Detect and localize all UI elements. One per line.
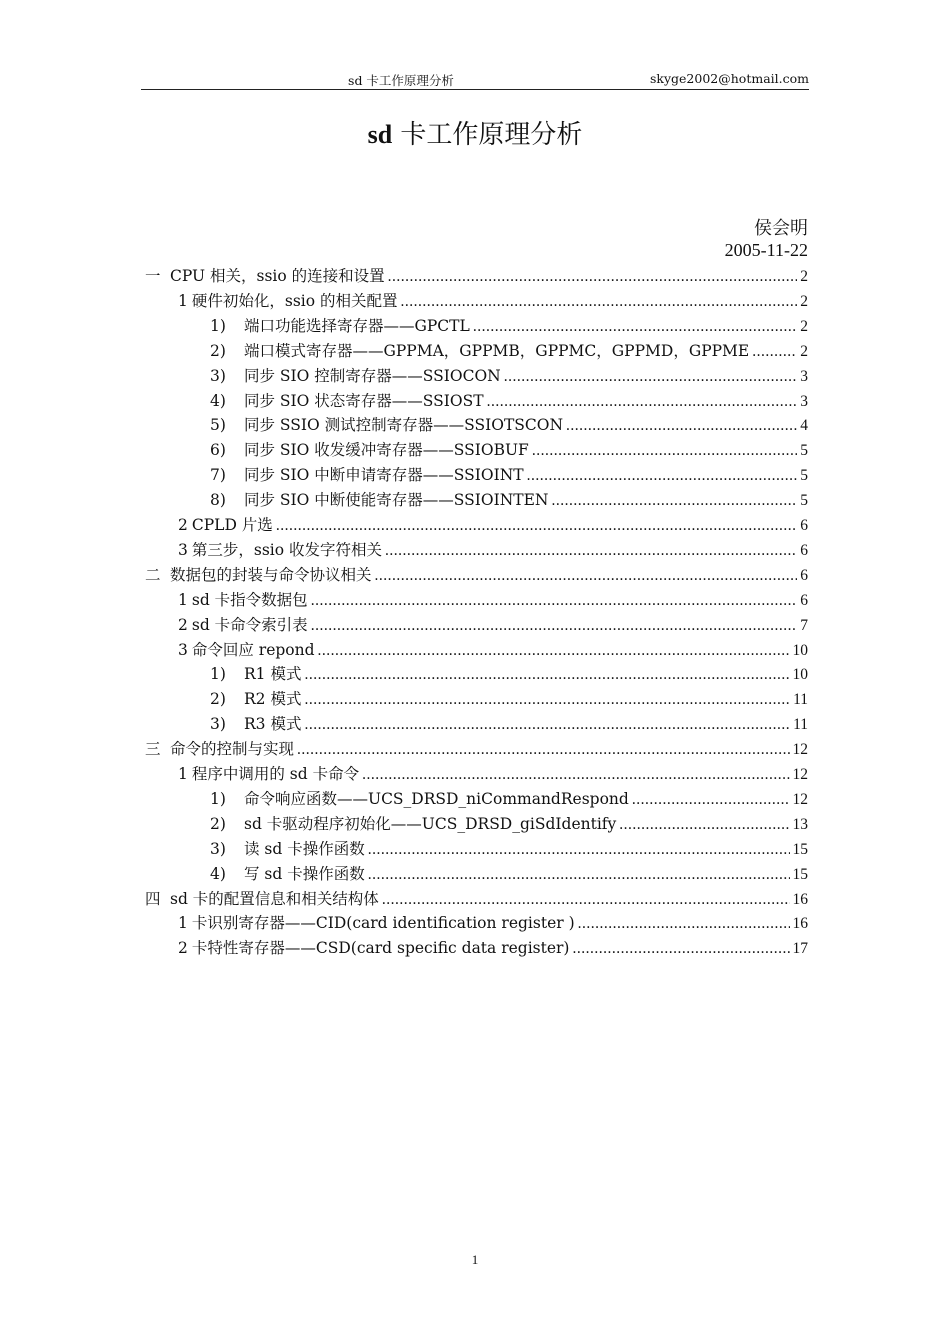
toc-dot-leader — [368, 840, 790, 860]
toc-entry-title: 端口模式寄存器——GPPMA，GPPMB，GPPMC，GPPMD，GPPME — [244, 341, 750, 360]
toc-entry-number: 2) — [210, 341, 226, 360]
toc-entry-page: 6 — [800, 591, 808, 609]
toc-entry-page: 13 — [792, 815, 808, 833]
toc-entry-page: 6 — [800, 517, 808, 534]
toc-entry-number: 四 — [145, 889, 161, 908]
header-email: skyge2002@hotmail.com — [649, 71, 809, 86]
toc-dot-leader — [304, 715, 790, 735]
toc-entry-title: 同步 SIO 收发缓冲寄存器——SSIOBUF — [244, 441, 529, 460]
toc-entry[interactable] — [210, 490, 808, 510]
toc-entry-page: 7 — [800, 616, 808, 634]
toc-entry-page: 2 — [800, 268, 808, 285]
toc-entry[interactable] — [178, 938, 808, 958]
toc-entry-title: 同步 SIO 中断使能寄存器——SSIOINTEN — [244, 491, 549, 510]
toc-entry[interactable] — [145, 739, 808, 759]
toc-entry-page: 6 — [800, 566, 808, 584]
toc-entry-number: 2) — [210, 814, 226, 833]
toc-entry-page: 5 — [800, 492, 808, 510]
toc-dot-leader — [304, 665, 789, 685]
toc-entry-title: sd 卡命令索引表 — [191, 615, 308, 634]
toc-entry-title: 程序中调用的 sd 卡命令 — [191, 765, 360, 783]
document-date: 2005-11-22 — [724, 240, 808, 260]
toc-entry-number: 1) — [210, 316, 226, 335]
toc-entry-page: 15 — [792, 840, 808, 858]
toc-entry[interactable] — [210, 864, 808, 884]
toc-dot-leader — [362, 765, 789, 785]
toc-entry-page: 2 — [800, 292, 808, 310]
toc-entry-number: 2 — [178, 939, 188, 958]
document-title-bold: sd — [367, 120, 393, 149]
toc-dot-leader — [619, 815, 789, 835]
toc-entry-title: sd 卡驱动程序初始化——UCS_DRSD_giSdIdentify — [244, 814, 617, 833]
toc-entry-title: 数据包的封装与命令协议相关 — [170, 565, 372, 584]
toc-entry-page: 16 — [792, 915, 808, 933]
toc-entry-page: 6 — [800, 541, 808, 559]
toc-dot-leader — [527, 466, 798, 486]
toc-entry-page: 15 — [792, 865, 808, 883]
toc-entry[interactable] — [178, 515, 808, 535]
toc-entry-number: 1 — [178, 291, 188, 310]
toc-entry-page: 4 — [800, 417, 808, 435]
toc-entry[interactable] — [210, 689, 808, 709]
toc-entry-title: sd 卡的配置信息和相关结构体 — [170, 889, 379, 908]
toc-entry-title: sd 卡指令数据包 — [191, 590, 308, 609]
toc-entry[interactable] — [210, 316, 808, 336]
toc-entry[interactable] — [178, 291, 808, 311]
toc-dot-leader — [311, 591, 798, 611]
toc-entry[interactable] — [210, 341, 808, 361]
toc-entry[interactable] — [210, 664, 808, 684]
toc-entry[interactable] — [178, 590, 808, 610]
toc-dot-leader — [276, 516, 797, 536]
toc-entry-number: 3 — [178, 640, 188, 659]
toc-entry[interactable] — [178, 913, 808, 933]
toc-entry-page: 3 — [800, 367, 808, 385]
toc-entry-title: 命令响应函数——UCS_DRSD_niCommandRespond — [244, 789, 629, 808]
toc-dot-leader — [318, 641, 790, 661]
page-header — [141, 70, 809, 90]
toc-entry-number: 1 — [178, 765, 188, 783]
toc-dot-leader — [752, 342, 797, 362]
toc-dot-leader — [632, 790, 790, 810]
toc-dot-leader — [368, 865, 790, 885]
toc-entry-title: 命令回应 repond — [191, 640, 315, 659]
toc-entry[interactable] — [210, 814, 808, 834]
toc-entry-number: 1 — [178, 914, 188, 933]
toc-entry-page: 10 — [792, 666, 808, 684]
toc-entry-page: 2 — [800, 317, 808, 335]
toc-entry-title: 卡特性寄存器——CSD(card specific data register) — [191, 939, 570, 958]
toc-entry[interactable] — [178, 615, 808, 635]
toc-entry[interactable] — [210, 789, 808, 809]
toc-entry-title: CPLD 片选 — [191, 516, 273, 534]
toc-entry[interactable] — [145, 565, 808, 585]
toc-entry[interactable] — [178, 640, 808, 660]
toc-dot-leader — [487, 392, 798, 412]
toc-entry-page: 5 — [800, 467, 808, 485]
toc-entry[interactable] — [210, 440, 808, 460]
toc-dot-leader — [572, 939, 789, 959]
toc-entry-number: 二 — [145, 565, 161, 584]
toc-entry[interactable] — [210, 415, 808, 435]
toc-entry-number: 3 — [178, 540, 188, 559]
toc-entry-number: 3) — [210, 839, 226, 858]
toc-entry-page: 11 — [793, 691, 808, 709]
toc-entry-number: 3) — [210, 715, 226, 734]
toc-entry-title: 同步 SIO 状态寄存器——SSIOST — [244, 391, 484, 410]
toc-entry-number: 1) — [210, 665, 226, 684]
toc-entry-number: 3) — [210, 366, 226, 385]
toc-entry-number: 5) — [210, 416, 226, 435]
toc-entry-title: CPU 相关，ssio 的连接和设置 — [170, 267, 385, 285]
toc-entry-page: 2 — [800, 342, 808, 360]
toc-dot-leader — [311, 616, 798, 636]
toc-entry-title: R1 模式 — [244, 665, 302, 684]
toc-entry-title: 命令的控制与实现 — [170, 740, 295, 759]
toc-entry-title: R2 模式 — [244, 690, 302, 709]
toc-entry-title: 同步 SIO 中断申请寄存器——SSIOINT — [244, 466, 524, 485]
toc-entry-page: 12 — [792, 741, 808, 759]
toc-entry-number: 一 — [145, 267, 161, 285]
toc-entry-title: 同步 SSIO 测试控制寄存器——SSIOTSCON — [244, 416, 564, 435]
toc-entry[interactable] — [210, 366, 808, 386]
toc-entry-page: 16 — [792, 890, 808, 908]
toc-entry[interactable] — [210, 714, 808, 734]
toc-entry-title: 硬件初始化，ssio 的相关配置 — [191, 291, 398, 310]
document-title — [0, 114, 950, 151]
toc-entry-title: 卡识别寄存器——CID(card identification register ) — [191, 914, 575, 933]
author-name: 侯会明 — [754, 218, 808, 239]
toc-dot-leader — [385, 541, 797, 561]
toc-dot-leader — [566, 416, 797, 436]
toc-dot-leader — [473, 317, 797, 337]
toc-entry[interactable] — [145, 889, 808, 909]
toc-dot-leader — [304, 690, 790, 710]
toc-entry-number: 7) — [210, 466, 226, 485]
toc-entry-title: 端口功能选择寄存器——GPCTL — [244, 316, 470, 335]
toc-entry[interactable] — [210, 391, 808, 411]
toc-entry-number: 2 — [178, 516, 188, 534]
toc-entry-number: 6) — [210, 441, 226, 460]
toc-entry-page: 11 — [793, 716, 808, 734]
toc-entry-number: 4) — [210, 864, 226, 883]
toc-entry-number: 三 — [145, 740, 161, 759]
toc-entry-page: 5 — [800, 442, 808, 460]
toc-entry[interactable] — [210, 839, 808, 859]
toc-entry-page: 17 — [792, 940, 808, 958]
header-title: sd 卡工作原理分析 — [348, 73, 454, 88]
toc-dot-leader — [388, 267, 798, 287]
toc-entry-number: 4) — [210, 391, 226, 410]
toc-entry-number: 1 — [178, 590, 188, 609]
toc-dot-leader — [401, 292, 798, 312]
toc-entry-number: 8) — [210, 491, 226, 510]
page-number: 1 — [471, 1252, 479, 1267]
toc-entry-title: 读 sd 卡操作函数 — [244, 839, 365, 858]
toc-dot-leader — [552, 491, 798, 511]
toc-entry-number: 2 — [178, 615, 188, 634]
toc-entry-number: 1) — [210, 789, 226, 808]
toc-entry[interactable] — [145, 266, 808, 286]
document-title-rest: 卡工作原理分析 — [392, 120, 583, 150]
toc-entry[interactable] — [210, 465, 808, 485]
toc-entry-title: R3 模式 — [244, 715, 302, 734]
toc-entry-number: 2) — [210, 690, 226, 709]
toc-dot-leader — [375, 566, 798, 586]
toc-entry-title: 写 sd 卡操作函数 — [244, 864, 365, 883]
toc-dot-leader — [578, 914, 790, 934]
toc-dot-leader — [532, 441, 797, 461]
toc-entry[interactable] — [178, 540, 808, 560]
toc-entry-page: 12 — [792, 766, 808, 783]
toc-entry-page: 12 — [792, 790, 808, 808]
toc-dot-leader — [297, 740, 789, 760]
toc-entry-title: 第三步，ssio 收发字符相关 — [191, 540, 383, 559]
toc-entry[interactable] — [178, 764, 808, 784]
toc-dot-leader — [504, 367, 798, 387]
toc-entry-page: 10 — [792, 641, 808, 659]
toc-dot-leader — [382, 890, 790, 910]
toc-entry-title: 同步 SIO 控制寄存器——SSIOCON — [244, 366, 501, 385]
toc-entry-page: 3 — [800, 392, 808, 410]
